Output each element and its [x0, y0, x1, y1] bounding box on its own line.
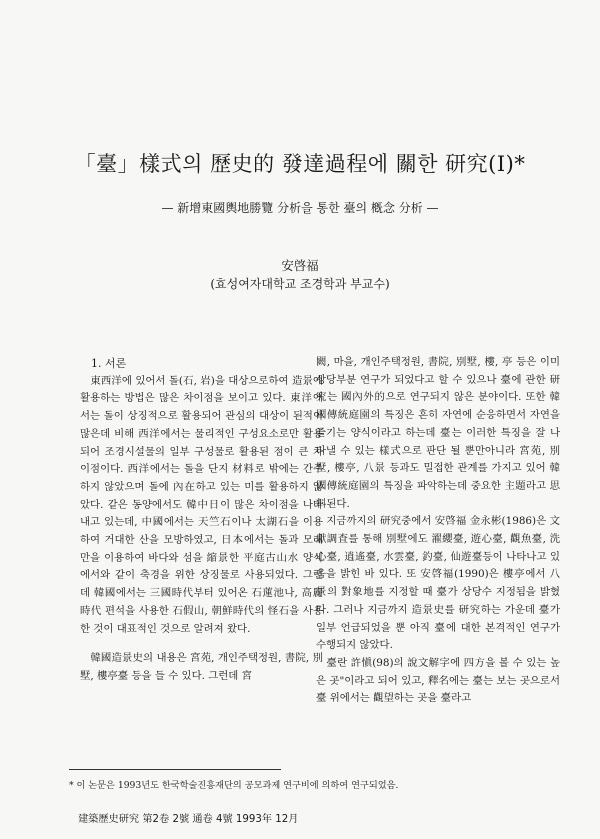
author-name: 安啓福 [281, 258, 319, 273]
paper-subtitle: — 新增東國輿地勝覽 分析을 통한 臺의 槪念 分析 — [161, 201, 439, 215]
right-paragraph-2: 지금까지의 研究중에서 安啓福 金永彬(1986)은 文獻調査를 통해 別墅에도 濯纓臺, 遊心臺, 觀魚臺, 洗心臺, 逍遙臺, 水雲臺, 釣臺, 仙遊臺등이 나타나고 있음을 밝힌 바 있다. 또 安啓福(1990)은 樓亭에서 八景의 對象地를 지정할 때 臺가 상당수 지정됨을 밝혔다. 그러나 지금까지 造景史를 研究하는 가운데 臺가 일부 언급되었을 뿐 아직 臺에 대한 본격적인 연구가 수행되지 않았다. [316, 515, 560, 652]
left-column [80, 355, 323, 686]
paper-title: 「臺」樣式의 歷史的 發達過程에 關한 研究(Ⅰ)* [74, 152, 526, 176]
left-paragraph-2: 韓國造景史의 내용은 宮苑, 개인주택정원, 書院, 別墅, 樓亭臺 등을 들 수 있다. 그런데 宮 [80, 652, 323, 682]
right-paragraph-3: 臺란 許愼(98)의 說文解字에 四方을 볼 수 있는 높은 곳"이라고 되어 있고, 釋名에는 臺는 보는 곳으로서 臺 위에서는 觀望하는 곳을 臺라고 [316, 656, 560, 705]
section-heading: 1. 서론 [91, 357, 127, 370]
right-paragraph-1: 闕, 마을, 개인주택정원, 書院, 別墅, 樓, 亭 등은 이미 상당부분 연구가 되었다고 할 수 있으나 臺에 관한 研究는 國內外的으로 연구되지 않은 분야이다. 또한 韓國傳統庭園의 특징은 흔히 자연에 순응하면서 자연을 즐기는 양식이라고 하는데 臺는 이러한 특징을 잘 나타낼 수 있는 樣式으로 판단 될 뿐만아니라 宮苑, 別墅, 樓亭, 八景 등과도 밀접한 관계를 가지고 있어 韓國傳統庭園의 특징을 파악하는데 중요한 主題라고 思料된다. [316, 356, 560, 510]
journal-footer: 建築歷史研究 第2卷 2號 通卷 4號 1993年 12月 [78, 814, 299, 825]
footnote: * 이 논문은 1993년도 한국학술진흥재단의 공모과제 연구비에 의하여 연구되었음. [69, 780, 399, 791]
right-column [316, 354, 560, 708]
footnote-divider [69, 769, 281, 770]
left-paragraph-1: 東西洋에 있어서 돌(石, 岩)을 대상으로하여 造景에 활용하는 방법은 많은 차이점을 보이고 있다. 東洋에서는 돌이 상징적으로 활용되어 관심의 대상이 된적이 많은데 비해 西洋에서는 물리적인 구성요소로만 활용되어 조경시설물의 일부 구성물로 활용된 점이 큰 차이점이다. 西洋에서는 돌을 단지 材料로 밖에는 간주하지 않았으며 돌에 內在하고 있는 미를 활용하지 않았다. 같은 동양에서도 韓中日이 많은 차이점을 나타내고 있는데, 中國에서는 天竺石이나 太湖石을 이용하여 거대한 산을 모방하였고, 日本에서는 돌과 모래만을 이용하여 바다와 섬을 縮景한 平庭古山水 양식에서와 같이 축경을 위한 상징물로 사용되었다. 그런데 韓國에서는 三國時代부터 있어온 石蓮池나, 高麗時代 편석을 사용한 石假山, 朝鮮時代의 怪石을 사용한 것이 대표적인 것으로 알려져 왔다. [80, 374, 323, 635]
paragraph-gap [80, 638, 323, 650]
author-affiliation: (효성여자대학교 조경학과 부교수) [210, 277, 390, 291]
